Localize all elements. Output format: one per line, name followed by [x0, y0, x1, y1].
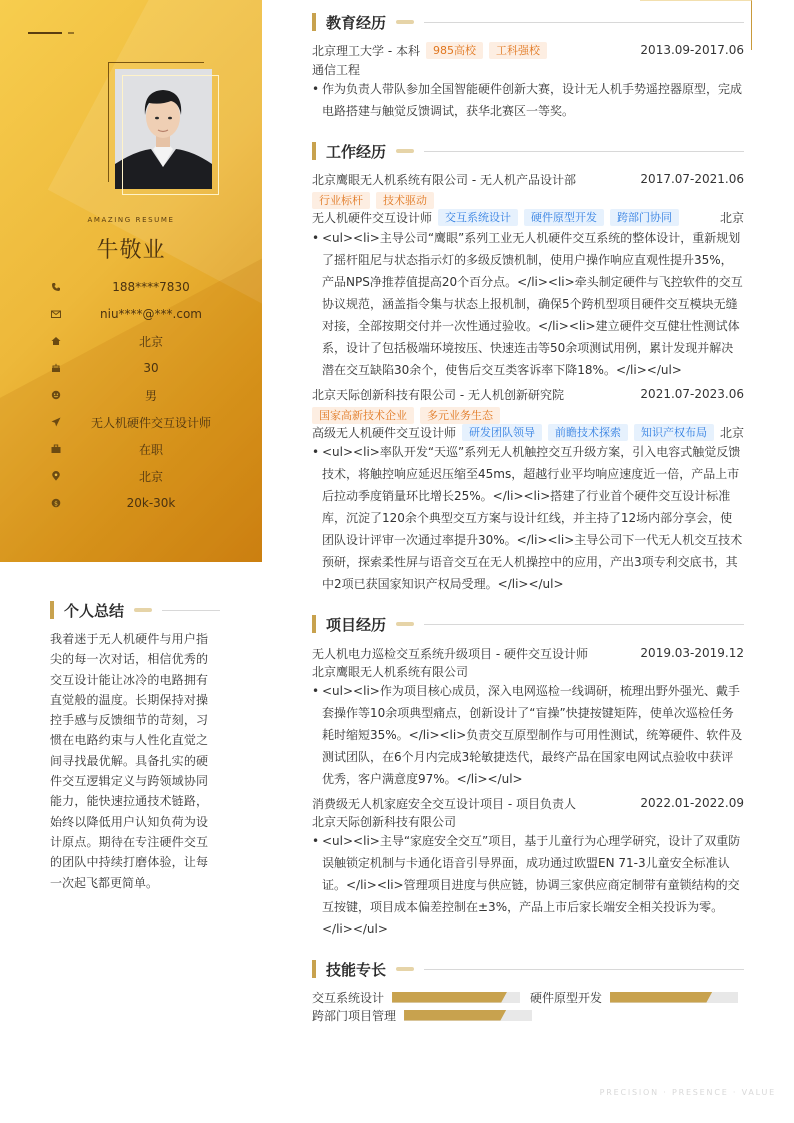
project-period: 2019.03-2019.12 — [640, 646, 744, 660]
summary-text: 我着迷于无人机硬件与用户指尖的每一次对话，相信优秀的交互设计能让冰冷的电路拥有直觉般的温度。长期保持对操控手感与反馈细节的苛刻，习惯在电路约束与人性化直觉之间寻找最优解。具备扎实的硬件交互逻辑定义与跨领域协同能力，能快速拉通技术链路，始终以降低用户认知负荷为设计原点。期待在专注硬件交互的团队中持续打磨体验，让每一次起飞都更简单。 — [50, 632, 208, 890]
section-pill — [396, 622, 414, 626]
info-row-status — [50, 439, 240, 459]
project-org-row — [312, 662, 744, 680]
education-header — [312, 12, 744, 32]
gender-value: 男 — [144, 388, 157, 403]
company-tag: 技术驱动 — [376, 192, 434, 209]
mail-icon — [50, 308, 62, 320]
section-divider — [424, 151, 744, 152]
send-icon — [50, 416, 62, 428]
section-divider — [424, 22, 744, 23]
major-row — [312, 61, 744, 77]
projects-title: 项目经历 — [326, 615, 387, 634]
section-pill — [396, 149, 414, 153]
candidate-name: 牛敬业 — [96, 238, 166, 263]
home-value: 北京 — [138, 334, 163, 349]
salary-icon — [50, 497, 62, 509]
photo-frame-inner — [122, 75, 219, 195]
school-tag: 985高校 — [426, 42, 483, 59]
role-tag: 知识产权布局 — [634, 424, 714, 441]
briefcase-icon — [50, 443, 62, 455]
location-value: 北京 — [138, 469, 163, 484]
role-tag: 跨部门协同 — [610, 209, 679, 226]
school-name: 北京理工大学 - 本科 — [312, 43, 420, 58]
summary-header — [50, 600, 220, 620]
location-icon — [50, 470, 62, 482]
info-row-gender — [50, 385, 240, 405]
info-row-phone — [50, 277, 240, 297]
info-row-age — [50, 358, 240, 378]
job-role-row — [312, 423, 744, 441]
svg-text:$: $ — [54, 500, 58, 508]
education-bullet: • 作为负责人带队参加全国智能硬件创新大赛，设计无人机手势遥控器原型，完成电路搭建与触觉反馈调试，获华北赛区一等奖。 — [312, 78, 744, 122]
section-marker — [312, 13, 316, 31]
company-tag: 国家高新技术企业 — [312, 407, 414, 424]
age-value: 30 — [143, 361, 159, 375]
job-company-tags — [312, 406, 744, 424]
section-pill — [396, 967, 414, 971]
project-org-row — [312, 812, 744, 830]
role-tag: 前瞻技术探索 — [548, 424, 628, 441]
job-company-row — [312, 385, 744, 403]
skill-fill — [404, 1010, 506, 1021]
project-name: 无人机电力巡检交互系统升级项目 - 硬件交互设计师 — [312, 646, 588, 661]
company-tag: 多元业务生态 — [420, 407, 500, 424]
info-row-location — [50, 466, 240, 486]
band-shadow — [0, 251, 262, 562]
salary-value: 20k-30k — [126, 496, 176, 510]
project-row — [312, 794, 744, 812]
skill-fill — [392, 992, 507, 1003]
job-company-row — [312, 170, 744, 188]
status-value: 在职 — [138, 442, 163, 457]
job-role: 高级无人机硬件交互设计师 — [312, 425, 457, 440]
section-pill — [134, 608, 152, 612]
phone-icon — [50, 281, 62, 293]
skills-title: 技能专长 — [326, 960, 387, 979]
info-row-home — [50, 331, 240, 351]
job-company: 北京天际创新科技有限公司 - 无人机创新研究院 — [312, 387, 564, 402]
role-tag: 交互系统设计 — [438, 209, 518, 226]
job-role: 无人机硬件交互设计师 — [312, 210, 433, 225]
tagline: AMAZING RESUME — [87, 216, 175, 224]
section-divider — [424, 969, 744, 970]
job-period: 2021.07-2023.06 — [640, 387, 744, 401]
skill-bar — [610, 992, 738, 1003]
email-value: niu****@***.com — [100, 307, 202, 321]
info-row-position — [50, 412, 240, 432]
education-period: 2013.09-2017.06 — [640, 43, 744, 57]
project-bullet: • <ul><li>作为项目核心成员，深入电网巡检一线调研，梳理出野外强光、戴手套操作等10余项典型痛点，创新设计了“盲操”快捷按键矩阵，使单次巡检任务耗时缩短35%。</li><li>负责交互原型制作与可用性测试，统筹硬件、软件及测试团队，在6个月内完成3轮敏捷迭代，最终产品在国家电网试点验收中获评优秀，客户满意度97%。</li></ul> — [312, 680, 744, 790]
home-icon — [50, 335, 62, 347]
skill-item — [312, 1006, 532, 1024]
skills-header — [312, 959, 744, 979]
footer-motto: PRECISION · PRESENCE · VALUE — [599, 1088, 776, 1097]
skill-item — [530, 988, 738, 1006]
summary-title: 个人总结 — [64, 601, 125, 620]
section-divider — [424, 624, 744, 625]
job-company: 北京鹰眼无人机系统有限公司 - 无人机产品设计部 — [312, 172, 576, 187]
projects-header — [312, 614, 744, 634]
job-bullet: • <ul><li>主导公司“鹰眼”系列工业无人机硬件交互系统的整体设计，重新规划了摇杆阻尼与状态指示灯的多级反馈机制，使用户操作响应直观性提升35%，产品NPS净推荐值提高20个百分点。</li><li>牵头制定硬件与飞控软件的交互协议规范，涵盖指令集与状态上报机制，确保5个跨机型项目硬件交互模块无缝对接，全部按期交付并一次性通过验收。</li><li>建立硬件交互健壮性测试体系，设计了包括极端环境按压、快速连击等50余项测试用例，累计发现并解决潜在交互缺陷30余个，使售后交互类客诉率下降18%。</li></ul> — [312, 227, 744, 381]
project-row — [312, 644, 744, 662]
project-name: 消费级无人机家庭安全交互设计项目 - 项目负责人 — [312, 796, 576, 811]
role-tag: 研发团队领导 — [462, 424, 542, 441]
skill-bar — [404, 1010, 532, 1021]
section-divider — [162, 610, 220, 611]
job-company-tags — [312, 191, 744, 209]
skill-bar — [392, 992, 520, 1003]
gender-icon — [50, 389, 62, 401]
project-org: 北京天际创新科技有限公司 — [312, 814, 457, 829]
section-marker — [312, 960, 316, 978]
section-marker — [312, 615, 316, 633]
skill-name: 硬件原型开发 — [530, 990, 603, 1005]
position-value: 无人机硬件交互设计师 — [90, 415, 211, 430]
work-title: 工作经历 — [326, 142, 387, 161]
job-city: 北京 — [719, 210, 744, 225]
section-marker — [312, 142, 316, 160]
project-org: 北京鹰眼无人机系统有限公司 — [312, 664, 469, 679]
job-period: 2017.07-2021.06 — [640, 172, 744, 186]
job-role-row — [312, 208, 744, 226]
role-tag: 硬件原型开发 — [524, 209, 604, 226]
deco-line — [28, 32, 62, 34]
work-header — [312, 141, 744, 161]
cake-icon — [50, 362, 62, 374]
project-bullet: • <ul><li>主导“家庭安全交互”项目，基于儿童行为心理学研究，设计了双重防误触锁定机制与卡通化语音引导界面，成功通过欧盟EN 71-3儿童安全标准认证。</li><li>管理项目进度与供应链，协调三家供应商定制带有童锁结构的交互按键，项目成本偏差控制在±3%，产品上市后家长端安全相关投诉为零。</li></ul> — [312, 830, 744, 940]
school-tag: 工科强校 — [489, 42, 547, 59]
major: 通信工程 — [312, 62, 361, 77]
job-bullet: • <ul><li>率队开发“天巡”系列无人机触控交互升级方案，引入电容式触觉反馈技术，将触控响应延迟压缩至45ms，超越行业平均响应速度近一倍，产品上市后拉动季度销量环比增长25%。</li><li>搭建了行业首个硬件交互设计标准库，沉淀了120余个典型交互方案与设计红线，并主持了12场内部分享会，使团队设计评审一次通过率提升30%。</li><li>主导公司下一代无人机交互技术预研，探索柔性屏与语音交互在无人机操控中的应用，产出3项专利交底书，其中2项已获国家知识产权局受理。</li></ul> — [312, 441, 744, 595]
info-row-email — [50, 304, 240, 324]
phone-value: 188****7830 — [112, 280, 190, 294]
education-title: 教育经历 — [326, 13, 387, 32]
company-tag: 行业标杆 — [312, 192, 370, 209]
skill-name: 跨部门项目管理 — [312, 1008, 397, 1023]
section-pill — [396, 20, 414, 24]
deco-dot — [68, 32, 74, 34]
skill-item — [312, 988, 520, 1006]
education-row — [312, 41, 744, 59]
job-city: 北京 — [719, 425, 744, 440]
profile-band — [0, 0, 262, 562]
info-row-salary — [50, 493, 240, 513]
skill-name: 交互系统设计 — [312, 990, 385, 1005]
section-marker — [50, 601, 54, 619]
project-period: 2022.01-2022.09 — [640, 796, 744, 810]
skill-fill — [610, 992, 712, 1003]
